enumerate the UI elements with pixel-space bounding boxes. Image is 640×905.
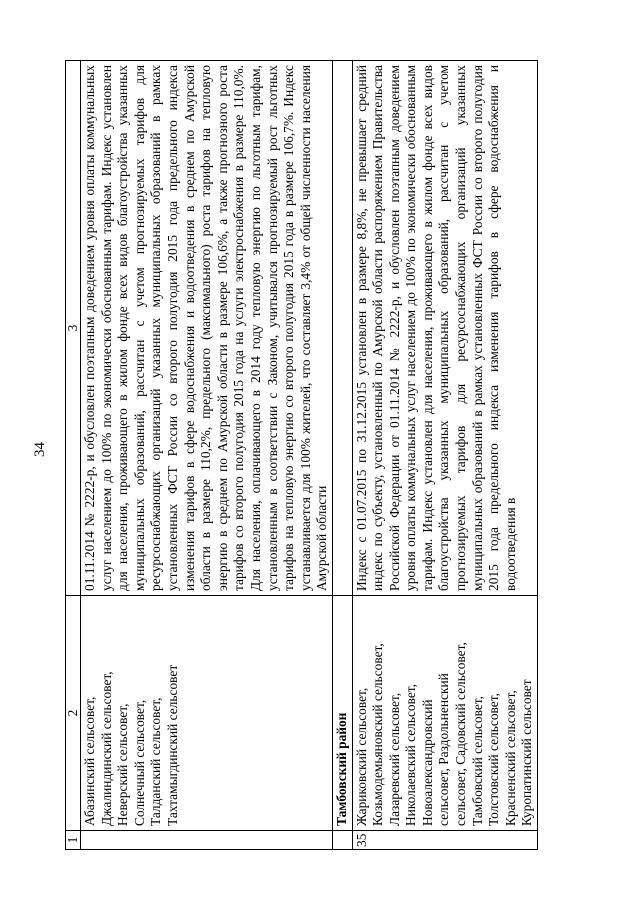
settlement-name: сельсовет, Раздольненский: [436, 673, 452, 826]
settlement-name: Тамбовский сельсовет,: [469, 695, 485, 826]
header-col-3: 3: [66, 61, 81, 596]
settlement-name: Новоалександровский: [419, 699, 435, 826]
settlement-name: Жариковский сельсовет,: [353, 687, 369, 826]
rotated-table-sheet: [65, 60, 585, 850]
settlement-name: Джалиндинский сельсовет,: [98, 671, 114, 826]
header-col-1: 1: [66, 831, 81, 850]
settlement-name: Николаевский сельсовет,: [403, 684, 419, 826]
header-col-2: 2: [66, 596, 81, 831]
index-description: Индекс с 01.07.2015 по 31.12.2015 установлен в размере 8,8%, не превышает средний индекс по субъекту, установленный по Амурской области распоряжением Правительства Российской Федерации от 01.11.2014 № 2222-р, и обусловлен поэтапным доведением уровня оплаты коммунальных услуг населением до 100% по экономически обоснованным тарифам. Индекс установлен для населения, проживающего в жилом фонде всех видов благоустройства указанных муниципальных образований, рассчитан с учетом прогнозируемых тарифов для ресурсоснабжающих организаций указанных муниципальных образований в рамках установленных ФСТ России со второго полугодия 2015 года предельного индекса изменения тарифов в сфере водоснабжения и водоотведения в: [352, 61, 538, 596]
settlements-list: [81, 596, 333, 831]
settlement-name: Козьмодемьяновский сельсовет,: [370, 643, 386, 826]
settlement-name: Талданский сельсовет,: [148, 697, 164, 826]
settlement-name: Куропатинский сельсовет: [519, 679, 535, 826]
settlement-name: Лазаревский сельсовет,: [386, 692, 402, 826]
region-heading-row: [332, 61, 352, 850]
settlement-name: сельсовет, Садовский сельсовет,: [453, 642, 469, 826]
settlement-name: Абазинский сельсовет,: [82, 696, 97, 826]
row-number: 35: [352, 831, 538, 850]
region-heading: Тамбовский район: [332, 596, 352, 831]
index-description: 01.11.2014 № 2222-р, и обусловлен поэтапным доведением уровня оплаты коммунальных услуг населением до 100% по экономически обоснованным тарифам. Индекс установлен для населения, проживающего в жилом фонде всех видов благоустройства указанных муниципальных образований, рассчитан с учетом прогнозируемых тарифов для ресурсоснабжающих организаций указанных муниципальных образований в рамках установленных ФСТ России со второго полугодия 2015 года предельного индекса изменения тарифов в сфере водоснабжения и водоотведения в среднем по Амурской области в размере 110,2%, предельного (максимального) роста тарифов на тепловую энергию в среднем по Амурской области в размере 106,6%, а также прогнозного роста тарифов со второго полугодия 2015 года на услуги электроснабжения в размере 110,0%. Для населения, оплачивающего в 2014 году тепловую энергию по льготным тарифам, установленным в соответствии с Законом, учитывался прогнозируемый рост льготных тарифов на тепловую энергию со второго полугодия 2015 года в размере 106,7%. Индекс устанавливается для 100% жителей, что составляет 3,4% от общей численности населения Амурской области: [81, 61, 333, 596]
settlements-list: [352, 596, 538, 831]
settlement-name: Толстовский сельсовет,: [486, 693, 502, 826]
table-row: [81, 61, 333, 850]
settlement-name: Красненский сельсовет,: [502, 690, 518, 826]
region-heading-empty: [332, 61, 352, 596]
settlement-name: Тахтамыгдинский сельсовет: [164, 664, 180, 826]
table-row: [352, 61, 538, 850]
region-heading-number: [332, 831, 352, 850]
page-number: 34: [32, 442, 48, 458]
tariff-index-table: [65, 60, 538, 850]
table-header-row: [66, 61, 81, 850]
settlement-name: Неверский сельсовет,: [115, 703, 131, 826]
settlement-name: Солнечный сельсовет,: [131, 699, 147, 826]
row-number: [81, 831, 333, 850]
